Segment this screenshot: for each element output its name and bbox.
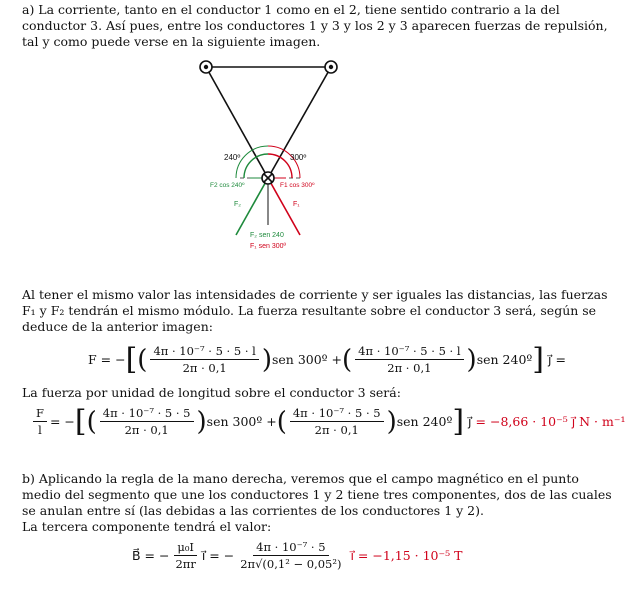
force-diagram [0,50,634,320]
f1-label: F₁ [293,201,300,208]
conductor-2 [325,61,337,73]
eq2-sen240: sen 240º [396,414,453,429]
eq1-tail: j⃗ = [548,352,566,367]
conductor-1 [200,61,212,73]
angle-300-label: 300º [290,153,307,162]
angle-240-label: 240º [224,153,241,162]
f2-sen-label: F₂ sen 240 [250,232,284,239]
eq2-fraction-a: $\frac{\text{4π · 10⁻⁷ · 5 · 5}}{2\pi \cdot 0,1}$ [100,406,194,437]
eq3-result: i⃗ = −1,15 · 10⁻⁵ T [350,548,463,563]
f1-cos-label: F1 cos 300º [280,182,315,189]
eq1-fraction-a: $\frac{\text{4π · 10⁻⁷ · 5 · 5 · l}}{2\pi \cdot 0,1}$ [150,344,258,375]
eq2-j: j⃗ [468,414,472,429]
conductor-3 [262,172,274,184]
eq2-minus: = − [49,414,75,429]
paragraph-third-component: La tercera componente tendrá el valor: [22,519,272,534]
paragraph-unit-length: La fuerza por unidad de longitud sobre el conductor 3 será: [22,385,401,400]
paragraph-b: b) Aplicando la regla de la mano derecha, veremos que el campo magnético en el punto medio del segmento que une los conductores 1 y 2 tiene tres componentes, dos de las cuales se anulan entre sí (las debidas a las corrientes de los conductores 1 y 2). [22,471,612,518]
eq2-sen300: sen 300º + [206,414,277,429]
eq3-fraction-a: $\frac{\text{μ₀I}}{2\pi r}$ [175,540,196,571]
eq1-sen300: sen 300º + [271,352,343,367]
f2-label: F₂ [234,201,241,208]
eq1-lhs: F = − [88,352,126,367]
equation-magnetic-field [132,540,462,571]
equation-force-per-length: $\frac{F}{l}$ = − [ ( $\frac{\text{4π · 10⁻⁷ · 5 · 5}}{2\pi \cdot 0,1}$ ) sen 300º + ( $\frac{\text{4π · 10⁻⁷ · 5 · 5}}{2\pi \cdot 0,1}$ ) sen 240º ] j⃗ = −8,66 · 10⁻⁵ j⃗ N · m⁻¹ [30,406,625,437]
eq3-i: i⃗ = − [201,548,235,563]
paragraph-same-module: Al tener el mismo valor las intensidades de corriente y ser iguales las distancias, las fuerzas F₁ y F₂ tendrán el mismo módulo. La fuerza resultante sobre el conductor 3 será, según se deduce de la anterior imagen: [22,287,608,334]
eq3-fraction-b: $\frac{\text{4π · 10⁻⁷ · 5}}{\text{2π√(0,1² − 0,05²)}}$ [240,540,342,571]
f2-cos-label: F2 cos 240º [210,182,245,189]
eq3-lhs: B⃗ = − [132,548,170,563]
eq2-result: = −8,66 · 10⁻⁵ j⃗ N · m⁻¹ [475,414,626,429]
eq1-sen240: sen 240º [476,352,533,367]
eq1-fraction-b: $\frac{\text{4π · 10⁻⁷ · 5 · 5 · l}}{2\pi \cdot 0,1}$ [355,344,463,375]
f1-sen-label: F₁ sen 300º [250,243,287,250]
paragraph-a: a) La corriente, tanto en el conductor 1 como en el 2, tiene sentido contrario a la del conductor 3. Así pues, entre los conductores 1 y 3 y los 2 y 3 aparecen fuerzas de repulsión, tal y como puede verse en la siguiente imagen. [22,2,608,49]
equation-force: F = − [ ( $\frac{\text{4π · 10⁻⁷ · 5 · 5 · l}}{2\pi \cdot 0,1}$ ) sen 300º + ( $\frac{\text{4π · 10⁻⁷ · 5 · 5 · l}}{2\pi \cdot 0,1}$ ) sen 240º ] j⃗ = [88,341,566,377]
eq2-fraction-b: $\frac{\text{4π · 10⁻⁷ · 5 · 5}}{2\pi \cdot 0,1}$ [290,406,384,437]
eq2-lhs-fraction: $\frac{F}{l}$ [33,406,47,437]
